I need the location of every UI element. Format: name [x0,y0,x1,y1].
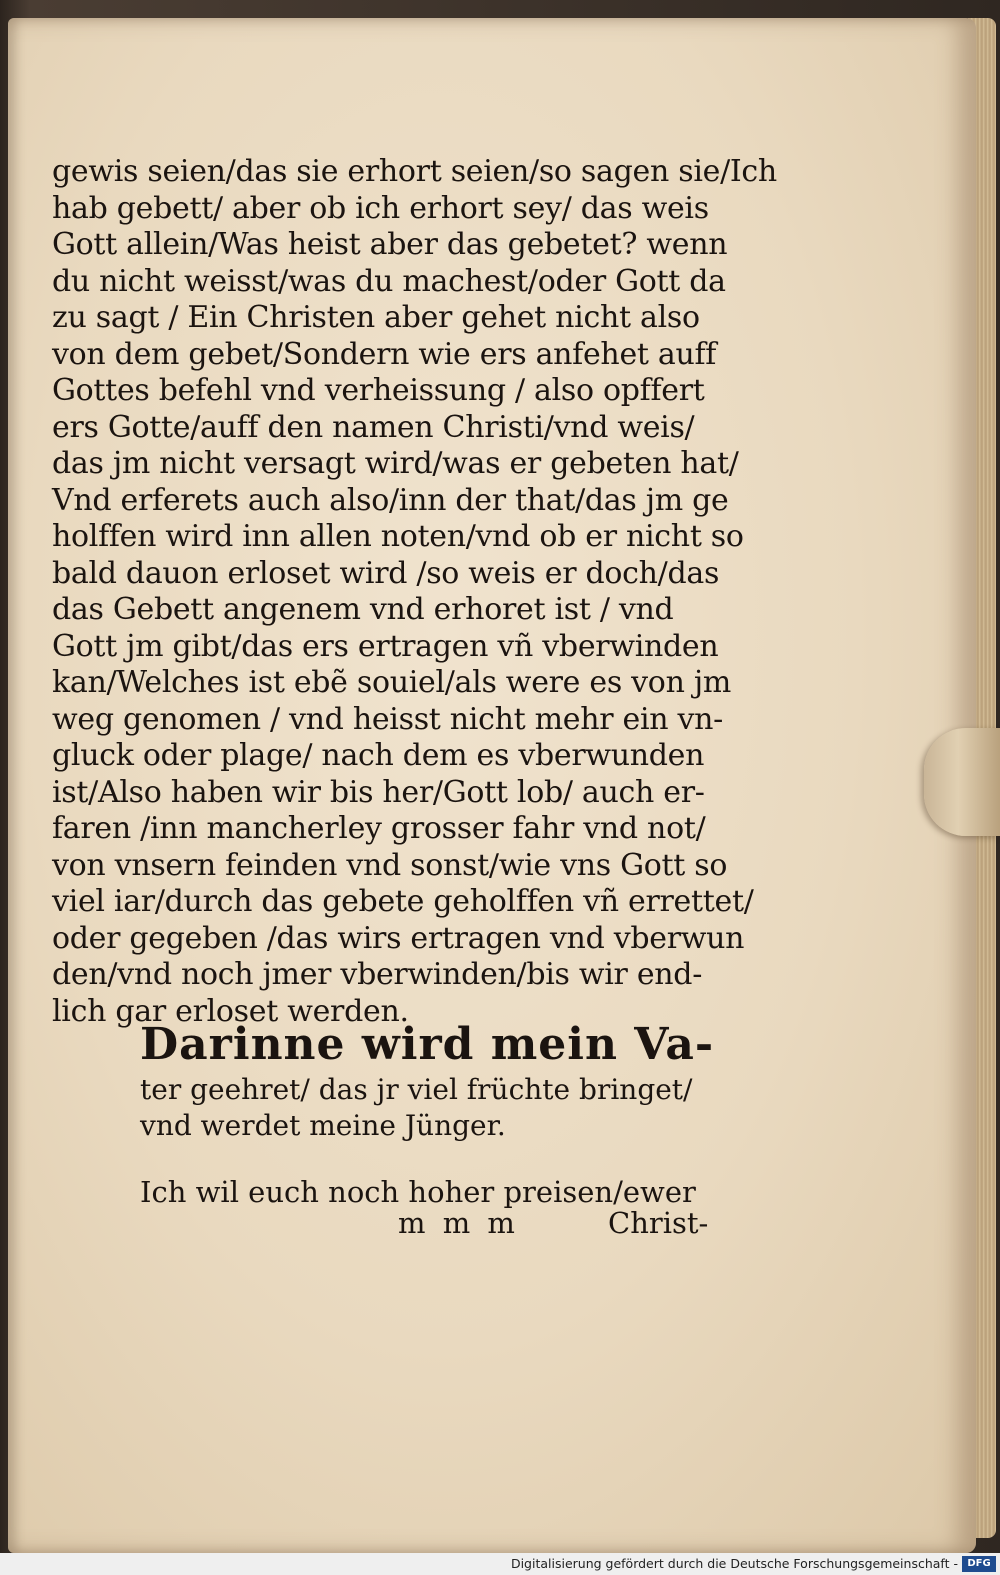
text-line: das jm nicht versagt wird/was er gebeten hat/ [52,446,739,481]
footer-credit: Digitalisierung gefördert durch die Deutsche Forschungsgemeinschaft - [510,1556,958,1571]
text-line: zu sagt / Ein Christen aber gehet nicht also [52,300,700,335]
text-line: bald dauon erloset wird /so weis er doch/das [52,555,720,591]
final-text [140,1174,720,1210]
text-line: gewis seien/das sie erhort seien/so sagen sie/Ich [52,154,777,189]
dfg-logo: DFG [962,1556,996,1572]
signature-row [398,1206,728,1246]
text-line: Gott allein/Was heist aber das gebetet? wenn [52,227,728,262]
text-line: holffen wird inn allen noten/vnd ob er nicht so [52,519,744,554]
text-line: lich gar erloset werden. [52,993,409,1029]
text-line: ers Gotte/auff den namen Christi/vnd weis/ [52,409,695,445]
heading-line: Darinne wird mein Va- [140,1019,715,1070]
text-line: Gottes befehl vnd verheissung / also opffert [52,373,705,408]
heading-line: ter geehret/ das jr viel früchte bringet/ [140,1073,693,1106]
text-line: faren /inn mancherley grosser fahr vnd not/ [52,811,706,846]
final-line: Ich wil euch noch hoher preisen/ewer [140,1175,696,1209]
text-line: oder gegeben /das wirs ertragen vnd vberwun [52,920,745,956]
text-line: viel iar/durch das gebete geholffen vñ errettet/ [52,884,754,919]
catchword: Christ- [608,1206,709,1240]
text-line: Vnd erferets auch also/inn der that/das jm ge [52,482,729,518]
text-line: weg genomen / vnd heisst nicht mehr ein vn- [52,701,724,737]
heading-line: vnd werdet meine Jünger. [140,1109,506,1142]
scripture-heading [140,1018,720,1144]
page-tab-marker [924,728,1000,836]
text-line: von vnsern feinden vnd sonst/wie vns Gott so [52,847,728,883]
text-line: du nicht weisst/was du machest/oder Gott da [52,263,726,299]
footer-bar [0,1553,1000,1575]
text-line: ist/Also haben wir bis her/Gott lob/ auch er- [52,774,705,810]
text-line: Gott jm gibt/das ers ertragen vñ vberwinden [52,628,719,664]
text-line: hab gebett/ aber ob ich erhort sey/ das weis [52,190,709,226]
text-line: kan/Welches ist ebẽ souiel/als were es von jm [52,665,731,700]
text-line: das Gebett angenem vnd erhoret ist / vnd [52,592,674,627]
text-line: von dem gebet/Sondern wie ers anfehet auff [52,336,717,372]
text-line: gluck oder plage/ nach dem es vberwunden [52,738,705,773]
body-text [52,154,777,1030]
text-line: den/vnd noch jmer vberwinden/bis wir end- [52,957,703,992]
signature-mark: m m m [398,1206,519,1240]
